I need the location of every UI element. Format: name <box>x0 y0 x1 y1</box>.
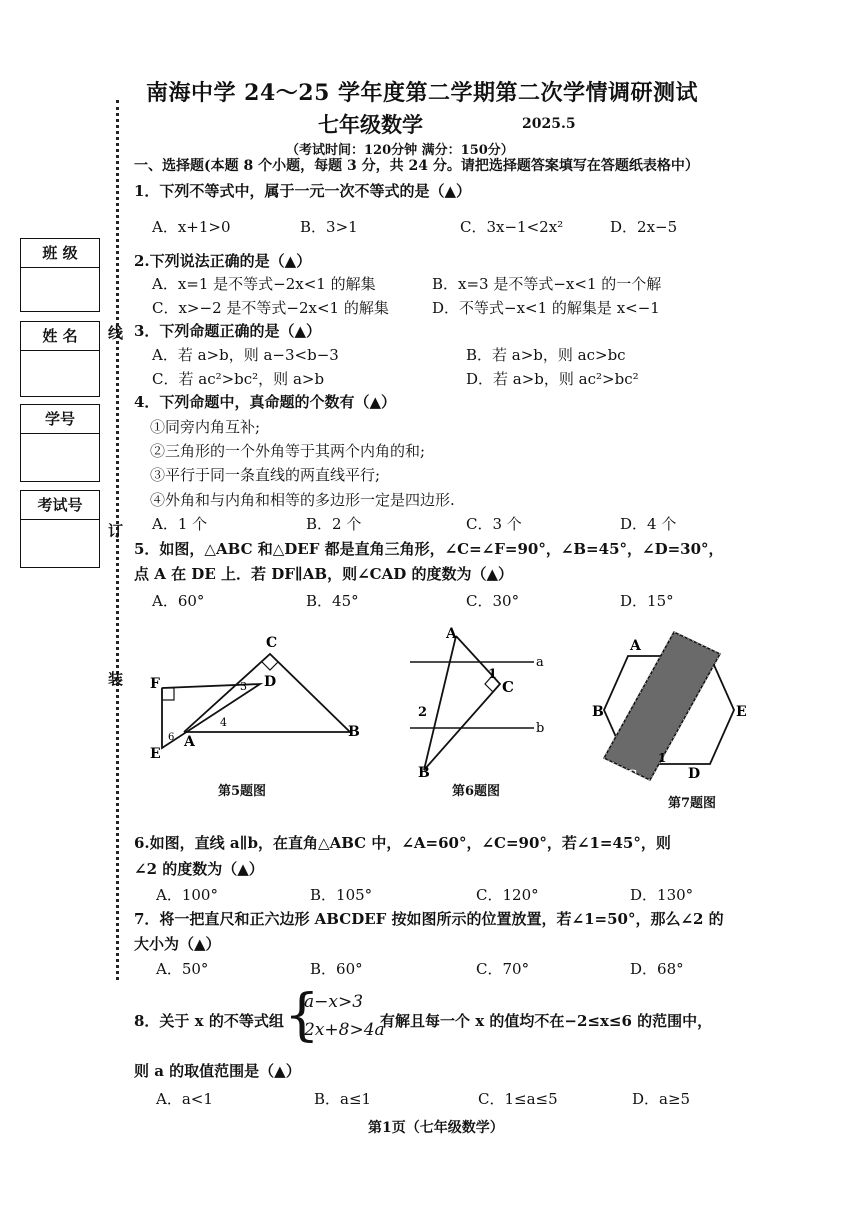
fig5-label-e: E <box>150 746 161 762</box>
q7-option-b: B．60° <box>310 960 363 978</box>
q1-option-b: B．3>1 <box>300 218 358 236</box>
q4-statement-3: ③平行于同一条直线的两直线平行; <box>150 466 381 484</box>
fig5-angle-3: 3 <box>240 680 247 693</box>
exam-title: 南海中学 24～25 学年度第二学期第二次学情调研测试 <box>146 80 699 106</box>
q4-option-b: B．2 个 <box>306 515 362 533</box>
name-field-label: 姓 名 <box>21 322 99 351</box>
q6-stem-line2: ∠2 的度数为（▲） <box>134 860 264 878</box>
q8-option-d: D．a≥5 <box>632 1090 691 1108</box>
q5-stem-line1: 5．如图，△ABC 和△DEF 都是直角三角形，∠C=∠F=90°，∠B=45°，∠D=30°， <box>134 540 724 558</box>
q2-option-c: C．x>−2 是不等式−2x<1 的解集 <box>152 299 389 317</box>
q3-option-a: A．若 a>b，则 a−3<b−3 <box>152 346 339 364</box>
q8-option-c: C．1≤a≤5 <box>478 1090 558 1108</box>
fig5-label-b: B <box>348 724 360 740</box>
q4-statement-1: ①同旁内角互补; <box>150 418 261 436</box>
fig6-label-a: A <box>446 626 457 642</box>
q8-option-a: A．a<1 <box>156 1090 213 1108</box>
q1-option-d: D．2x−5 <box>610 218 678 236</box>
figure-5 <box>140 628 370 768</box>
binding-mark-ding: 订 <box>108 522 124 540</box>
binding-mark-zhuang: 装 <box>108 670 124 688</box>
q4-option-a: A．1 个 <box>152 515 208 533</box>
q3-option-d: D．若 a>b，则 ac²>bc² <box>466 370 639 388</box>
q8-option-b: B．a≤1 <box>314 1090 372 1108</box>
q1-option-a: A．x+1>0 <box>152 218 231 236</box>
fig5-triangle-abc <box>184 654 350 732</box>
q4-option-d: D．4 个 <box>620 515 677 533</box>
q8-brace: { <box>284 983 320 1048</box>
q3-stem: 3．下列命题正确的是（▲） <box>134 322 321 340</box>
figure-7 <box>590 626 750 792</box>
fig7-angle-2: 2 <box>616 708 626 724</box>
q7-option-a: A．50° <box>156 960 209 978</box>
q7-stem-line2: 大小为（▲） <box>134 935 221 953</box>
q8-stem-pre: 8．关于 x 的不等式组 <box>134 1012 284 1030</box>
q8-stem-line2: 则 a 的取值范围是（▲） <box>134 1062 301 1080</box>
fig5-right-angle-c <box>262 662 278 670</box>
fig6-label-b: B <box>418 765 430 781</box>
q1-option-c: C．3x−1<2x² <box>460 218 564 236</box>
fig5-right-angle-f <box>162 688 174 700</box>
q2-option-a: A．x=1 是不等式−2x<1 的解集 <box>152 275 376 293</box>
fig5-angle-4: 4 <box>220 716 227 729</box>
fig6-angle-1: 1 <box>488 667 498 682</box>
class-field-box[interactable] <box>20 238 100 312</box>
fig7-label-a: A <box>630 638 641 654</box>
q6-option-c: C．120° <box>476 886 539 904</box>
q8-system-line1: a−x>3 <box>304 992 364 1012</box>
q7-stem-line1: 7．将一把直尺和正六边形 ABCDEF 按如图所示的位置放置，若∠1=50°，那么∠2 的 <box>134 910 724 928</box>
q8-stem-post: 有解且每一个 x 的值均不在−2≤x≤6 的范围中， <box>380 1012 713 1030</box>
q7-option-c: C．70° <box>476 960 530 978</box>
q5-option-c: C．30° <box>466 592 520 610</box>
student-id-field-label: 学号 <box>21 405 99 434</box>
q1-stem: 1．下列不等式中，属于一元一次不等式的是（▲） <box>134 182 471 200</box>
q3-option-b: B．若 a>b，则 ac>bc <box>466 346 626 364</box>
fig7-label-e: E <box>736 704 747 720</box>
q6-option-a: A．100° <box>156 886 218 904</box>
figure-6-caption: 第6题图 <box>452 784 501 799</box>
fig6-angle-2: 2 <box>418 705 428 720</box>
student-id-field-box[interactable] <box>20 404 100 482</box>
exam-date: 2025.5 <box>522 116 576 132</box>
q8-system-line2: 2x+8>4a <box>304 1020 385 1040</box>
name-field-box[interactable] <box>20 321 100 397</box>
binding-mark-xian: 线 <box>108 324 124 342</box>
fig5-label-d: D <box>264 674 277 690</box>
fig5-label-c: C <box>266 635 278 651</box>
q5-stem-line2: 点 A 在 DE 上．若 DF∥AB，则∠CAD 的度数为（▲） <box>134 565 514 583</box>
q5-option-d: D．15° <box>620 592 674 610</box>
q2-option-d: D．不等式−x<1 的解集是 x<−1 <box>432 299 660 317</box>
page-footer: 第1页（七年级数学） <box>368 1120 504 1136</box>
q2-stem: 2.下列说法正确的是（▲） <box>134 252 312 270</box>
exam-number-field-label: 考试号 <box>21 491 99 520</box>
q3-option-c: C．若 ac²>bc²，则 a>b <box>152 370 325 388</box>
q4-option-c: C．3 个 <box>466 515 522 533</box>
figure-7-caption: 第7题图 <box>668 796 717 811</box>
fig5-label-f: F <box>150 676 160 692</box>
q7-option-d: D．68° <box>630 960 684 978</box>
fig6-label-line-b: b <box>536 721 545 736</box>
q2-option-b: B．x=3 是不等式−x<1 的一个解 <box>432 275 662 293</box>
figure-6 <box>400 622 560 782</box>
q4-statement-4: ④外角和与内角和相等的多边形一定是四边形. <box>150 491 455 509</box>
fig5-label-a: A <box>184 734 195 750</box>
q5-option-b: B．45° <box>306 592 359 610</box>
fig6-label-line-a: a <box>536 655 544 670</box>
section-heading: 一、选择题(本题 8 个小题，每题 3 分，共 24 分。请把选择题答案填写在答题纸表格中） <box>134 158 699 174</box>
q6-option-d: D．130° <box>630 886 694 904</box>
q6-stem-line1: 6.如图，直线 a∥b，在直角△ABC 中，∠A=60°，∠C=90°，若∠1=45°，则 <box>134 834 671 852</box>
figure-5-caption: 第5题图 <box>218 784 267 799</box>
fig6-label-c: C <box>502 678 514 696</box>
q6-option-b: B．105° <box>310 886 373 904</box>
fig5-triangle-def <box>162 684 260 748</box>
fig7-label-c: C <box>626 768 638 784</box>
q5-option-a: A．60° <box>152 592 205 610</box>
q4-statement-2: ②三角形的一个外角等于其两个内角的和; <box>150 442 426 460</box>
fig7-label-b: B <box>592 704 604 720</box>
fig7-angle-1: 1 <box>658 751 667 765</box>
fig7-label-d: D <box>688 766 701 782</box>
exam-info: （考试时间：120分钟 满分：150分） <box>286 143 514 158</box>
class-field-label: 班 级 <box>21 239 99 268</box>
fig6-triangle-abc <box>424 636 500 770</box>
q4-stem: 4．下列命题中，真命题的个数有（▲） <box>134 393 396 411</box>
exam-subject: 七年级数学 <box>318 112 423 137</box>
exam-number-field-box[interactable] <box>20 490 100 568</box>
fig5-angle-6: 6 <box>168 732 175 743</box>
